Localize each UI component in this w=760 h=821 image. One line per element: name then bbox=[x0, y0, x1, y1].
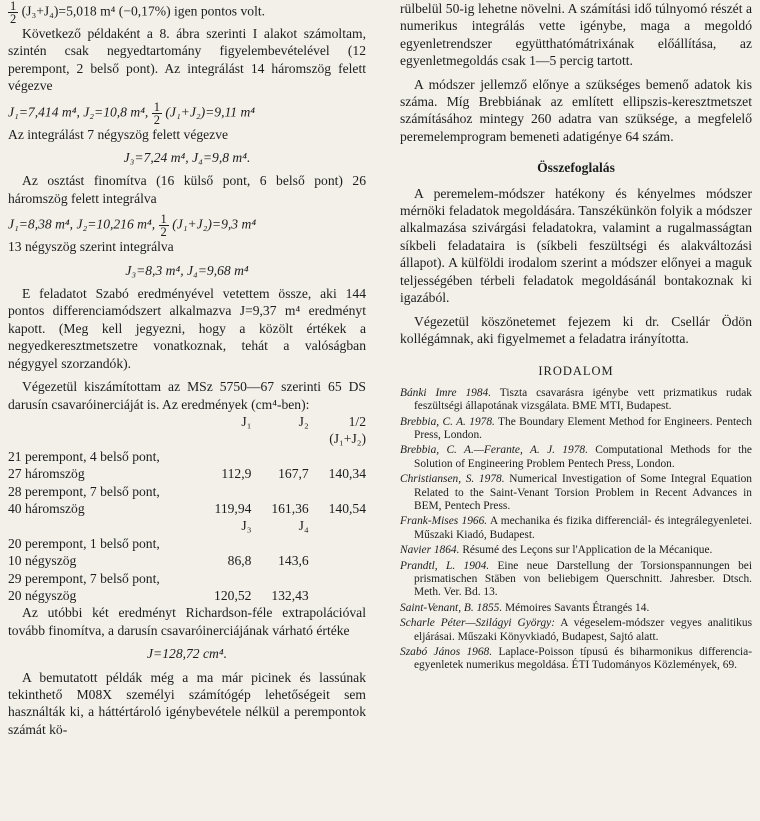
table-header-sub: (J₁+J₂) bbox=[329, 431, 366, 447]
table-row: 27 háromszög 112,9 167,7 140,34 bbox=[8, 466, 366, 482]
table-row: 10 négyszög 86,8 143,6 bbox=[8, 553, 309, 569]
references-list bbox=[400, 387, 752, 673]
right-column bbox=[400, 0, 752, 675]
section-heading-summary: Összefoglalás bbox=[537, 160, 615, 176]
reference-item: Brebbia, C. A.—Ferante, A. J. 1978. Computational Methods for the Solution of Engineering Problem Pentech Press, London. bbox=[400, 444, 752, 470]
paragraph-szabo: E feladatot Szabó eredményével vetettem össze, aki 144 pontos differenciamódszert alkalmazva J=9,37 m⁴ eredményt kapott. (Meg kell jegyezni, hogy a közölt értékek a negyedkeresztmetszetre vonatkoznak, tehát a valóságban négygyel szorzandók). bbox=[8, 286, 366, 371]
paragraph-msz: Végezetül kiszámítottam az MSz 5750—67 szerinti 65 DS darusín csavaróinerciáját is. Az eredmények (cm⁴-ben): bbox=[8, 379, 366, 412]
table-row: 40 háromszög 119,94 161,36 140,54 bbox=[8, 500, 366, 516]
references-heading: IRODALOM bbox=[538, 364, 614, 379]
reference-item: Navier 1864. Résumé des Leçons sur l'Application de la Mécanique. bbox=[400, 544, 713, 557]
reference-item: Frank-Mises 1966. A mechanika és fizika differenciál- és integrálegyenletei. Műszaki Kiadó, Budapest. bbox=[400, 515, 752, 541]
paragraph-acknowledgement: Végezetül köszönetemet fejezem ki dr. Csellár Ödön kollégámnak, aki figyelmemet a feladatra irányította. bbox=[400, 313, 752, 346]
paragraph-refined: Az osztást finomítva (16 külső pont, 6 belső pont) 26 háromszög felett integrálva bbox=[8, 173, 366, 206]
formula-j3-j4-refined: J₃=8,3 m⁴, J₄=9,68 m⁴ bbox=[125, 262, 249, 278]
paragraph-m08x: A bemutatott példák még a ma már picinek és lassúnak tekinthető M08X személyi számítógép lehetőségeit sem használták ki, a háttértároló igénybevétele nélkül a perempontok számát kö- bbox=[8, 669, 366, 737]
paragraph-summary: A peremelem-módszer hatékony és kényelmes módszer mérnöki feladatok megoldására. Tanszékünkön folyik a módszer alkalmazása szivárgási feladatokra, valamint a rugalmasságtan síkbeli feladataira is (síkbeli feszültségi és alakváltozási állapot). A külföldi irodalom szerint a módszer előnyei a maguk teljességében térbeli feladatok megoldásánál bontakoznak ki igazából. bbox=[400, 185, 752, 306]
table-header-2: J₃ J₄ bbox=[241, 518, 309, 534]
formula-line-1 bbox=[8, 0, 366, 25]
left-column bbox=[8, 0, 366, 738]
results-table bbox=[8, 413, 366, 604]
text-13-quads: 13 négyszög szerint integrálva bbox=[8, 239, 174, 255]
formula-j3-j4: J₃=7,24 m⁴, J₄=9,8 m⁴. bbox=[123, 150, 251, 166]
reference-item: Saint-Venant, B. 1855. Mémoires Savants Étrangés 14. bbox=[400, 601, 650, 614]
table-row: 20 perempont, 1 belső pont, bbox=[8, 535, 160, 551]
reference-item: Bánki Imre 1984. Tiszta csavarásra igénybe vett prizmatikus rudak feszültségi állapotának vizsgálata. BME MTI, Budapest. bbox=[400, 386, 752, 413]
table-row: 21 perempont, 4 belső pont, bbox=[8, 448, 160, 464]
text-7-quads: Az integrálást 7 négyszög felett végezve bbox=[8, 126, 229, 142]
paragraph-i-profile: Következő példaként a 8. ábra szerinti I alakot számoltam, szintén csak negyedtartomány figyelembevételével (12 perempont, 2 belső pont). Az integrálást 14 háromszög felett végezve bbox=[8, 26, 366, 94]
reference-item: Prandtl, L. 1904. Eine neue Darstellung der Torsionspannungen bei prismatischen Stäben von beliebigem Querschnitt. Jahresber. Dtsch. Meth. Ver. Bd. 13. bbox=[400, 559, 752, 599]
table-row: 29 perempont, 7 belső pont, bbox=[8, 570, 160, 586]
paragraph-richardson: Az utóbbi két eredményt Richardson-féle extrapolációval tovább finomítva, a darusín csavaróinerciájának várható értéke bbox=[8, 605, 366, 638]
formula-j-final: J=128,72 cm⁴. bbox=[147, 646, 227, 662]
reference-item: Brebbia, C. A. 1978. The Boundary Element Method for Engineers. Pentech Press, London. bbox=[400, 415, 752, 441]
formula-j1-j2-refined: J₁=8,38 m⁴, J₂=10,216 m⁴, $\frac{1}{2}$ (J₁+J₂)=9,3 m⁴ bbox=[8, 212, 257, 240]
paragraph-advantage: A módszer jellemző előnye a szükséges bemenő adatok kis száma. Míg Brebbiának az említett ellipszis-keresztmetszet számításához mintegy 260 adatra van szüksége, a megfelelő peremelemprogram bemeneti adatigénye 64 szám. bbox=[400, 76, 752, 144]
formula-j3-j4-text: (J₃+J₄)=5,018 m⁴ (−0,17%) igen pontos volt. bbox=[21, 3, 266, 19]
fraction-half: $\frac{1}{2}$ bbox=[10, 0, 17, 26]
formula-j1-j2: J₁=7,414 m⁴, J₂=10,8 m⁴, $\frac{1}{2}$ (J₁+J₂)=9,11 m⁴ bbox=[8, 99, 256, 127]
reference-item: Christiansen, S. 1978. Numerical Investigation of Some Integral Equation Related to the Saint-Venant Torsion Problem in Recent Advances in BEM, Pentech Press. bbox=[400, 473, 752, 512]
paragraph-continued: rülbelül 50-ig lehetne növelni. A számítási idő túlnyomó részét a numerikus integrálás vette igénybe, maga a megoldó egyenletrendszer együtthatómátrixának előállítása, az egyenletmegoldás csak 1—5 percig tartott. bbox=[400, 1, 752, 69]
table-row: 20 négyszög 120,52 132,43 bbox=[8, 587, 309, 603]
reference-item: Szabó János 1968. Laplace-Poisson típusú és biharmonikus differencia-egyenletek numerikus megoldása. ÉTI Tudományos Közlemények, 69. bbox=[400, 646, 752, 672]
reference-item: Scharle Péter—Szilágyi György: A végeselem-módszer vegyes analitikus eljárásai. Műszaki Könyvkiadó, Budapest, Sajtó alatt. bbox=[400, 617, 752, 643]
table-row: 28 perempont, 7 belső pont, bbox=[8, 483, 160, 499]
table-header: J₁ J₂ 1/2 bbox=[241, 413, 366, 429]
